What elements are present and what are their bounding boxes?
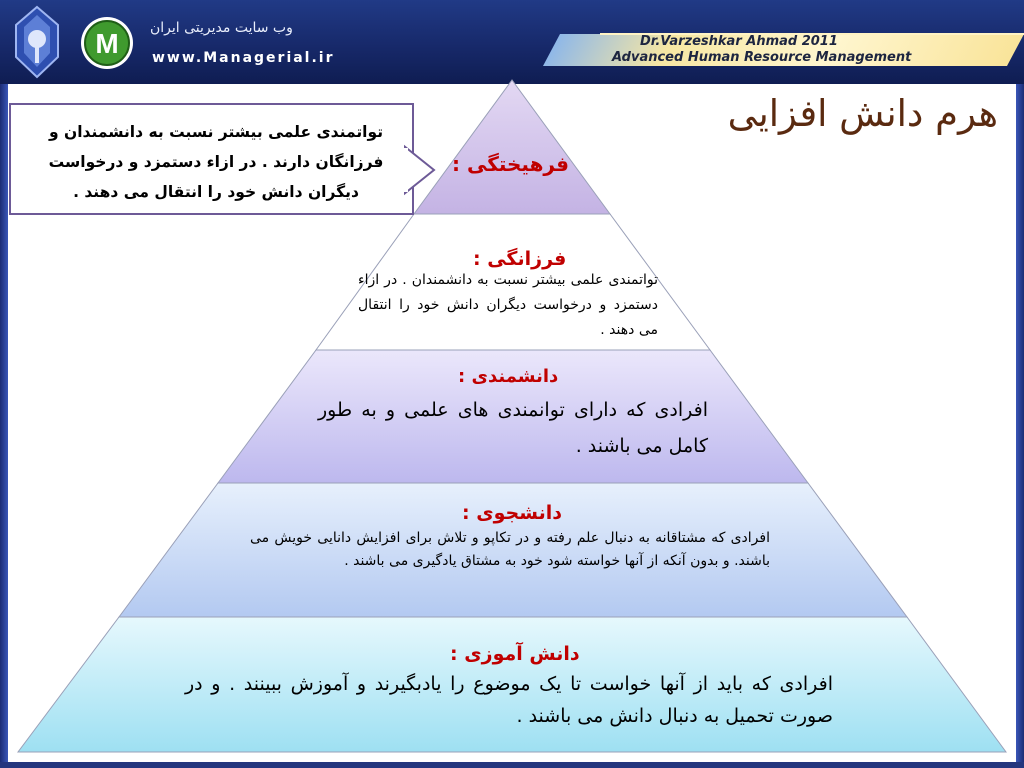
level-3-text: افرادی که دارای توانمندی های علمی و به طور کامل می باشند . xyxy=(318,399,708,457)
level-4-title: دانشجوی : xyxy=(462,502,562,524)
level-3-title: دانشمندی : xyxy=(458,366,559,387)
callout-pointer xyxy=(404,140,444,200)
level-2-title: فرزانگی : xyxy=(473,248,567,270)
level-4-text: افرادی که مشتاقانه به دنبال علم رفته و در تکاپو و تلاش برای افزایش دانایی خویش می باشند. و بدون آنکه از آنها خواسته شود خود به مشتاق یادگیری می باشند . xyxy=(250,530,770,569)
site-url: www.Managerial.ir xyxy=(152,50,335,66)
m-logo-letter: M xyxy=(95,28,119,59)
author-label: Dr.Varzeshkar Ahmad 2011 xyxy=(640,34,838,49)
site-name-persian: وب سایت مدیریتی ایران xyxy=(150,20,293,36)
slide-title: هرم دانش افزایی xyxy=(727,92,998,135)
callout-text: تواتمندی علمی بیشتر نسبت به دانشمندان و فرزانگان دارند . در ازاء دستمزد و درخواست دیگران دانش خود را انتقال می دهند . xyxy=(48,123,384,201)
callout-box xyxy=(9,103,414,215)
course-label: Advanced Human Resource Management xyxy=(612,50,912,65)
level-5-text: افرادی که باید از آنها خواست تا یک موضوع را یادبگیرند و آموزش ببینند . و در صورت تحمیل به دنبال دانش می باشند . xyxy=(185,673,833,727)
level-2-text: تواتمندی علمی بیشتر نسبت به دانشمندان . در ازاء دستمزد و درخواست دیگران دانش خود را انتقال می دهند . xyxy=(358,272,658,338)
level-1-title: فرهیختگی : xyxy=(452,152,569,176)
level-5-title: دانش آموزی : xyxy=(450,643,580,665)
